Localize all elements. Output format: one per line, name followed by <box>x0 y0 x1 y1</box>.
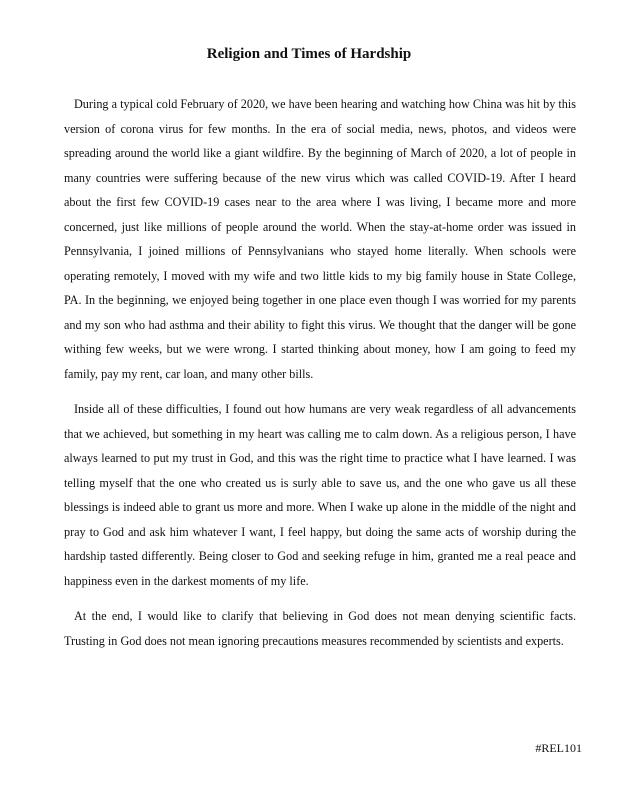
paragraph-3: At the end, I would like to clarify that believing in God does not mean denying scientific facts. Trusting in God does not mean ignoring precautions measures recommended by scientists and experts. <box>64 609 576 648</box>
paragraph-1: During a typical cold February of 2020, we have been hearing and watching how China was hit by this version of corona virus for few months. In the era of social media, news, photos, and videos were spreading around the world like a giant wildfire. By the beginning of March of 2020, a lot of people in many countries were suffering because of the new virus which was called COVID-19. After I heard about the first few COVID-19 cases near to the area where I was living, I became more and more concerned, just like millions of people around the world. When the stay-at-home order was issued in Pennsylvania, I joined millions of Pennsylvanians who stayed home literally. When schools were operating remotely, I moved with my wife and two little kids to my big family house in State College, PA. In the beginning, we enjoyed being together in one place even though I was worried for my parents and my son who had asthma and their ability to fight this virus. We thought that the danger will be gone withing few weeks, but we were wrong. I started thinking about money, how I am going to feed my family, pay my rent, car loan, and many other bills. <box>64 97 576 381</box>
document-title: Religion and Times of Hardship <box>206 46 412 62</box>
paragraph-2: Inside all of these difficulties, I found out how humans are very weak regardless of all advancements that we achieved, but something in my heart was calling me to calm down. As a religious person, I have always learned to put my trust in God, and this was the right time to practice what I have learned. I was telling myself that the one who created us is surly able to save us, and the one who gave us all these blessings is indeed able to grant us more and more. When I wake up alone in the middle of the night and pray to God and ask him whatever I want, I feel happy, but doing the same acts of worship during the hardship tasted differently. Being closer to God and seeking refuge in him, granted me a real peace and happiness even in the darkest moments of my life. <box>64 402 576 588</box>
document-body <box>64 92 576 664</box>
course-tag: #REL101 <box>535 741 582 755</box>
